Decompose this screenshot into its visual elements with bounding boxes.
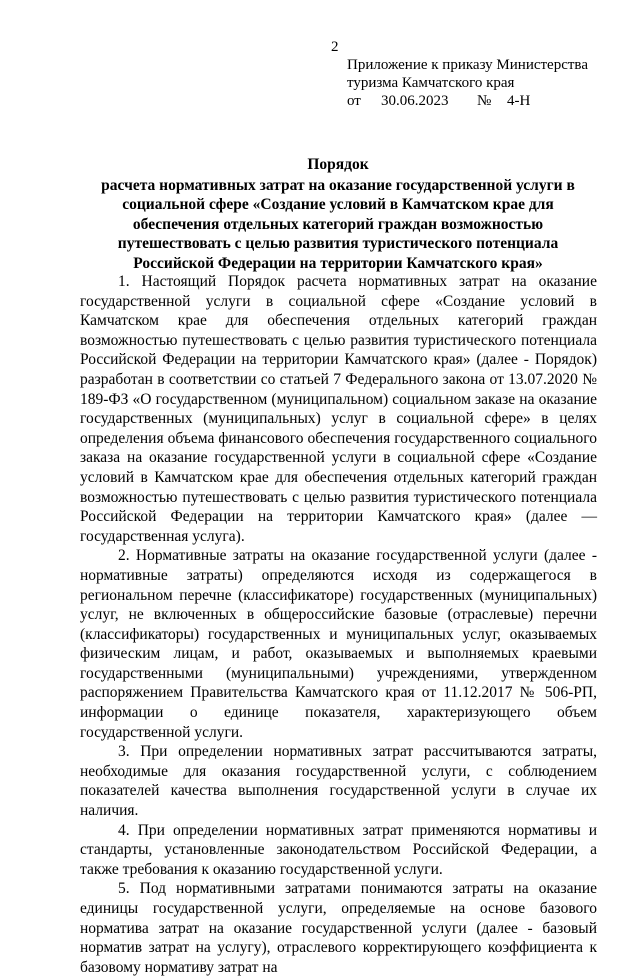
appendix-header bbox=[347, 56, 607, 110]
paragraph-5: 5. Под нормативными затратами понимаются затраты на оказание единицы государственной услуги, определяемые на основе базового норматива затрат на оказание государственной услуги (далее - базовый норматив затрат на услугу), отраслевого корректирующего коэффициента к базовому нормативу затрат на bbox=[80, 880, 597, 976]
page-number: 2 bbox=[331, 39, 339, 55]
paragraph-1: 1. Настоящий Порядок расчета нормативных затрат на оказание государственной услуги в социальной сфере «Создание условий в Камчатском крае для обеспечения отдельных категорий граждан возможностью путешествовать с целью развития туристического потенциала Российской Федерации на территории Камчатского края» (далее - Порядок) разработан в соответствии со статьей 7 Федерального закона от 13.07.2020 № 189-ФЗ «О государственном (муниципальном) социальном заказе на оказание государственных (муниципальных) услуг в социальной сфере» в целях определения объема финансового обеспечения государственного социального заказа на оказание государственной услуги в социальной сфере «Создание условий в Камчатском крае для обеспечения отдельных категорий граждан возможностью путешествовать с целью развития туристического потенциала Российской Федерации на территории Камчатского края» (далее — государственная услуга). bbox=[80, 273, 597, 545]
paragraph-2: 2. Нормативные затраты на оказание государственной услуги (далее - нормативные затраты) определяются исходя из содержащегося в региональном перечне (классификаторе) государственных (муниципальных) услуг, не включенных в общероссийские базовые (отраслевые) перечни (классификаторы) государственных и муниципальных услуг, оказываемых физическим лицам, и работ, оказываемых и выполняемых краевыми государственными (муниципальными) учреждениями, утвержденном распоряжением Правительства Камчатского края от 11.12.2017 № 506-РП, информации о единице показателя, характеризующего объем государственной услуги. bbox=[80, 547, 597, 741]
title-heading: Порядок bbox=[307, 156, 369, 173]
order-date: 30.06.2023 bbox=[381, 93, 449, 109]
order-number: 4-Н bbox=[507, 93, 531, 109]
document-title bbox=[80, 155, 596, 273]
order-date-number bbox=[347, 92, 607, 110]
title-subtitle: расчета нормативных затрат на оказание государственной услуги в социальной сфере «Создание условий в Камчатском крае для обеспечения отдельных категорий граждан возможностью путешествовать с целью развития туристического потенциала Российской Федерации на территории Камчатского края» bbox=[101, 176, 575, 272]
appendix-line-2: туризма Камчатского края bbox=[347, 75, 515, 91]
from-label: от bbox=[347, 93, 361, 109]
appendix-line-1: Приложение к приказу Министерства bbox=[347, 57, 588, 73]
paragraph-3: 3. При определении нормативных затрат рассчитываются затраты, необходимые для оказания государственной услуги, с соблюдением показателей качества выполнения государственной услуги в случае их наличия. bbox=[80, 743, 597, 820]
paragraph-4: 4. При определении нормативных затрат применяются нормативы и стандарты, установленные законодательством Российской Федерации, а также требования к оказанию государственной услуги. bbox=[80, 821, 597, 878]
document-body bbox=[80, 272, 597, 977]
number-sign: № bbox=[477, 93, 492, 109]
